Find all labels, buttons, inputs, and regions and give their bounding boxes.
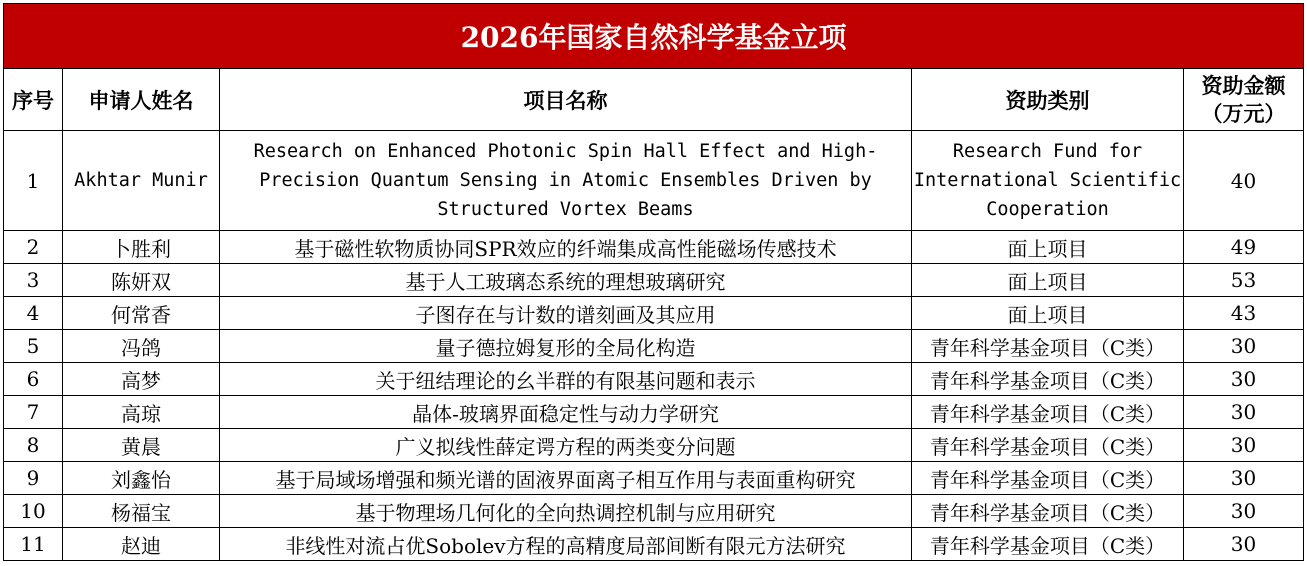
cell-applicant[interactable]: 高梦 — [63, 363, 220, 396]
header-project[interactable]: 项目名称 — [220, 69, 912, 131]
cell-amount[interactable]: 30 — [1184, 396, 1304, 429]
cell-applicant[interactable]: 高琼 — [63, 396, 220, 429]
cell-project[interactable]: Research on Enhanced Photonic Spin Hall Effect and High-Precision Quantum Sensing in Atomic Ensembles Driven by Structured Vortex Beams — [220, 131, 912, 231]
header-amount-line2: （万元） — [1201, 100, 1286, 126]
grant-table — [3, 3, 1304, 561]
header-amount-line1: 资助金额 — [1201, 72, 1286, 98]
cell-applicant[interactable]: 刘鑫怡 — [63, 462, 220, 495]
cell-category[interactable]: 面上项目 — [912, 297, 1184, 330]
cell-amount[interactable]: 30 — [1184, 495, 1304, 528]
cell-project[interactable]: 量子德拉姆复形的全局化构造 — [220, 330, 912, 363]
cell-project[interactable]: 关于纽结理论的幺半群的有限基问题和表示 — [220, 363, 912, 396]
cell-index[interactable]: 5 — [4, 330, 63, 363]
cell-index[interactable]: 2 — [4, 231, 63, 264]
table-row — [4, 264, 1304, 297]
header-amount[interactable] — [1184, 69, 1304, 131]
cell-applicant[interactable]: 黄晨 — [63, 429, 220, 462]
cell-amount[interactable]: 40 — [1184, 131, 1304, 231]
table-row — [4, 462, 1304, 495]
table-title[interactable]: 2026年国家自然科学基金立项 — [4, 4, 1304, 69]
cell-index[interactable]: 3 — [4, 264, 63, 297]
table-row — [4, 495, 1304, 528]
cell-project[interactable]: 基于局域场增强和频光谱的固液界面离子相互作用与表面重构研究 — [220, 462, 912, 495]
cell-index[interactable]: 9 — [4, 462, 63, 495]
table-row — [4, 429, 1304, 462]
cell-amount[interactable]: 30 — [1184, 363, 1304, 396]
table-row — [4, 363, 1304, 396]
cell-category[interactable]: 面上项目 — [912, 231, 1184, 264]
cell-category[interactable]: 青年科学基金项目（C类） — [912, 429, 1184, 462]
cell-index[interactable]: 4 — [4, 297, 63, 330]
table-row — [4, 330, 1304, 363]
cell-applicant[interactable]: 卜胜利 — [63, 231, 220, 264]
cell-project[interactable]: 基于磁性软物质协同SPR效应的纤端集成高性能磁场传感技术 — [220, 231, 912, 264]
cell-index[interactable]: 11 — [4, 528, 63, 561]
title-row — [4, 4, 1304, 69]
cell-applicant[interactable]: 杨福宝 — [63, 495, 220, 528]
table-row — [4, 297, 1304, 330]
cell-category[interactable]: 青年科学基金项目（C类） — [912, 330, 1184, 363]
cell-amount[interactable]: 30 — [1184, 462, 1304, 495]
header-row — [4, 69, 1304, 131]
header-applicant[interactable]: 申请人姓名 — [63, 69, 220, 131]
cell-category[interactable]: 青年科学基金项目（C类） — [912, 462, 1184, 495]
cell-category[interactable]: 面上项目 — [912, 264, 1184, 297]
cell-project[interactable]: 基于人工玻璃态系统的理想玻璃研究 — [220, 264, 912, 297]
cell-index[interactable]: 6 — [4, 363, 63, 396]
cell-applicant[interactable]: 何常香 — [63, 297, 220, 330]
cell-project[interactable]: 子图存在与计数的谱刻画及其应用 — [220, 297, 912, 330]
header-index[interactable]: 序号 — [4, 69, 63, 131]
table-row — [4, 231, 1304, 264]
cell-category[interactable]: 青年科学基金项目（C类） — [912, 495, 1184, 528]
cell-index[interactable]: 8 — [4, 429, 63, 462]
cell-index[interactable]: 7 — [4, 396, 63, 429]
cell-category[interactable]: Research Fund for International Scientific Cooperation — [912, 131, 1184, 231]
cell-amount[interactable]: 53 — [1184, 264, 1304, 297]
cell-project[interactable]: 基于物理场几何化的全向热调控机制与应用研究 — [220, 495, 912, 528]
cell-category[interactable]: 青年科学基金项目（C类） — [912, 528, 1184, 561]
cell-amount[interactable]: 30 — [1184, 330, 1304, 363]
table-row — [4, 396, 1304, 429]
header-category[interactable]: 资助类别 — [912, 69, 1184, 131]
cell-applicant[interactable]: 陈妍双 — [63, 264, 220, 297]
cell-amount[interactable]: 30 — [1184, 429, 1304, 462]
cell-applicant[interactable]: Akhtar Munir — [63, 131, 220, 231]
cell-applicant[interactable]: 冯鸽 — [63, 330, 220, 363]
cell-amount[interactable]: 49 — [1184, 231, 1304, 264]
cell-applicant[interactable]: 赵迪 — [63, 528, 220, 561]
cell-category[interactable]: 青年科学基金项目（C类） — [912, 396, 1184, 429]
cell-amount[interactable]: 30 — [1184, 528, 1304, 561]
table-row — [4, 528, 1304, 561]
cell-project[interactable]: 晶体-玻璃界面稳定性与动力学研究 — [220, 396, 912, 429]
cell-project[interactable]: 广义拟线性薛定谔方程的两类变分问题 — [220, 429, 912, 462]
cell-index[interactable]: 1 — [4, 131, 63, 231]
table-row — [4, 131, 1304, 231]
cell-amount[interactable]: 43 — [1184, 297, 1304, 330]
cell-category[interactable]: 青年科学基金项目（C类） — [912, 363, 1184, 396]
cell-index[interactable]: 10 — [4, 495, 63, 528]
cell-project[interactable]: 非线性对流占优Sobolev方程的高精度局部间断有限元方法研究 — [220, 528, 912, 561]
